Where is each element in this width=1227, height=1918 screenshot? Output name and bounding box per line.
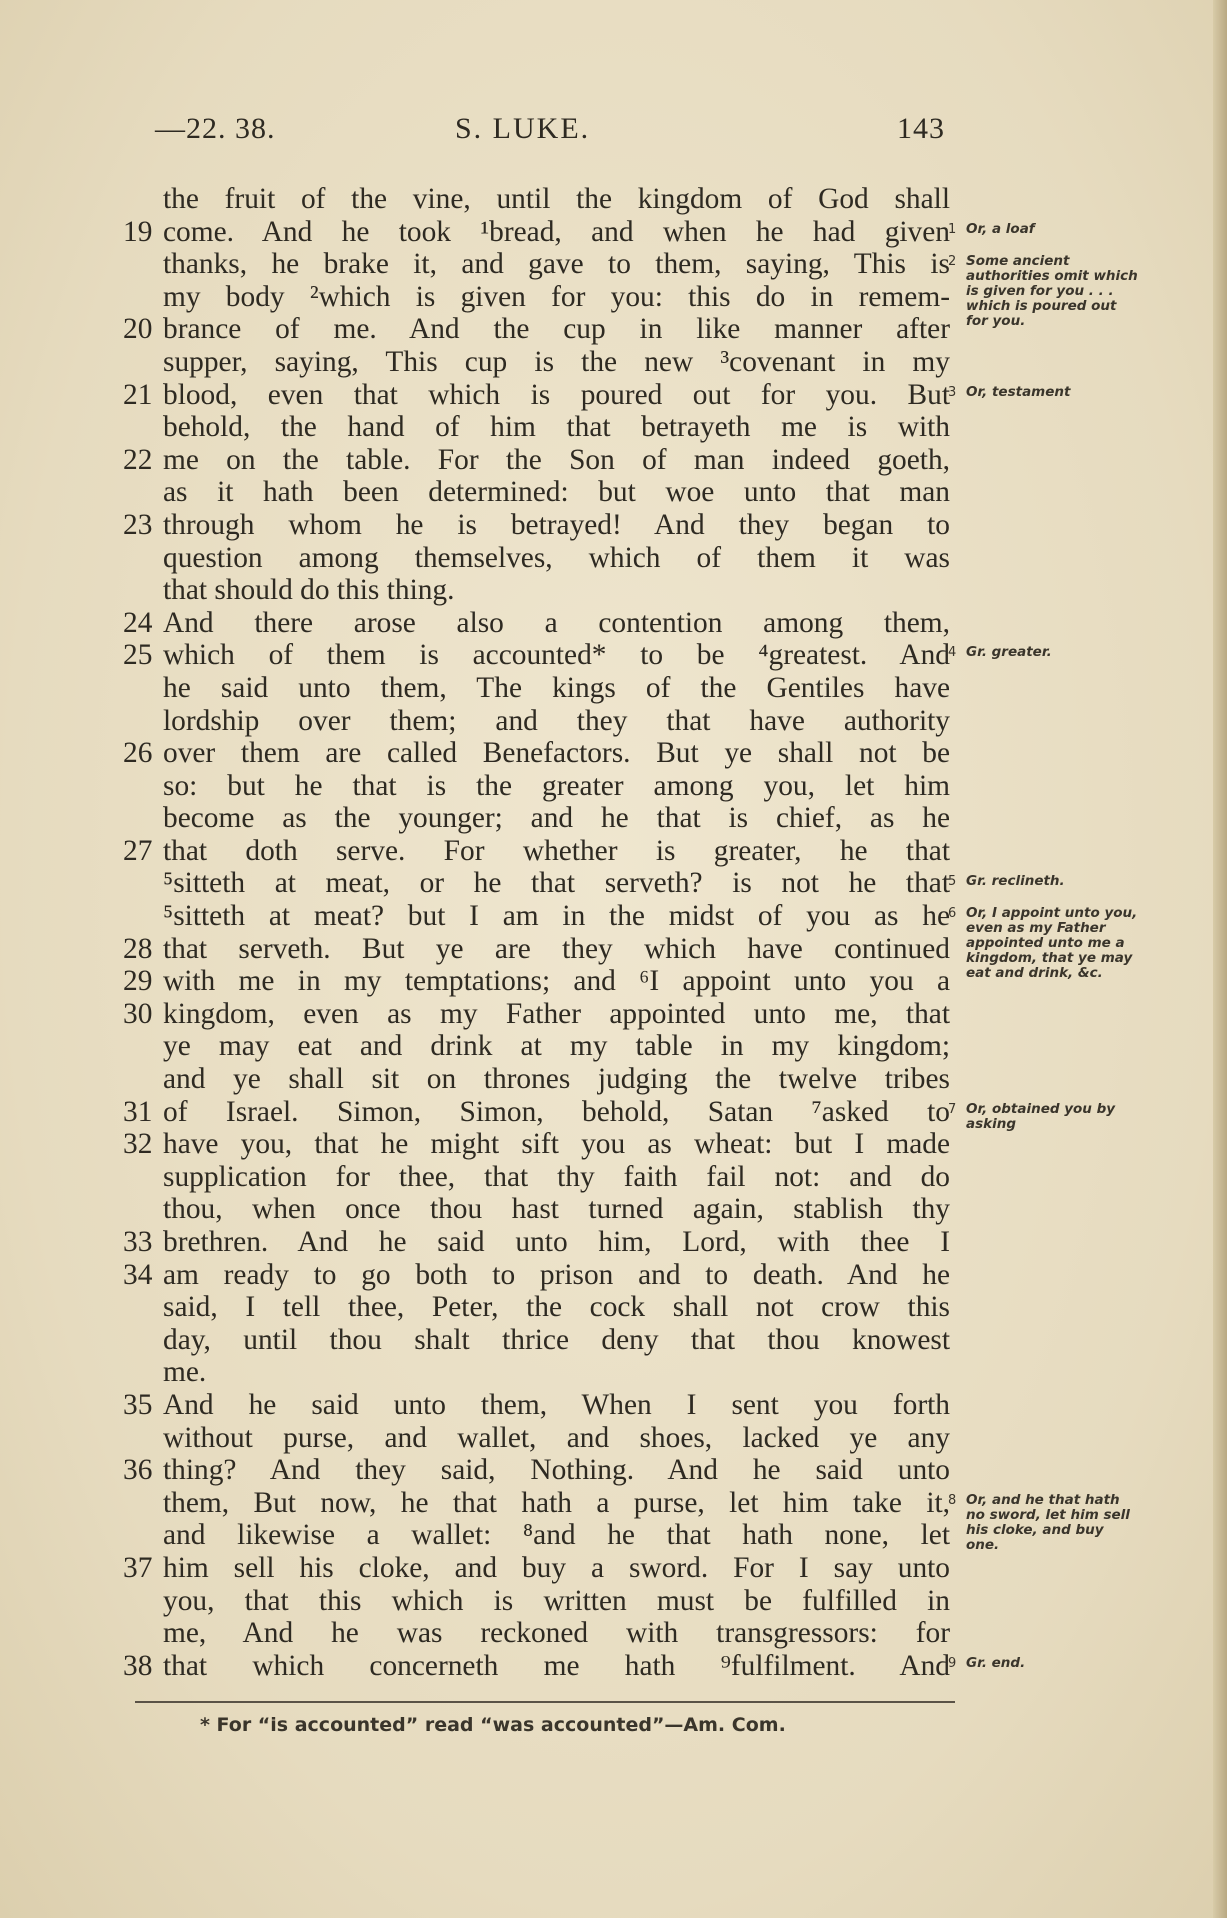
verse-number: 29 [123, 965, 153, 998]
verse-text: become as the younger; and he that is chief, as he [163, 802, 950, 835]
verse-text: ⁵sitteth at meat, or he that serveth? is not he that [163, 867, 950, 900]
margin-note [948, 1493, 1138, 1553]
header-book-title: S. LUKE. [455, 112, 591, 145]
text-line [115, 1096, 950, 1129]
verse-text: lordship over them; and they that have authority [163, 704, 950, 737]
verse-text: with me in my temptations; and ⁶I appoint unto you a [163, 965, 950, 998]
verse-text: so: but he that is the greater among you, let him [163, 769, 950, 802]
text-line [115, 1161, 950, 1194]
text-line [115, 737, 950, 770]
margin-note-text: Or, a loaf [966, 220, 1035, 237]
text-line [115, 1650, 950, 1683]
text-line [115, 933, 950, 966]
verse-text: have you, that he might sift you as wheat: but I made [163, 1128, 950, 1161]
text-line [115, 509, 950, 542]
text-line [115, 216, 950, 249]
text-line [115, 900, 950, 933]
text-line [115, 1291, 950, 1324]
verse-text: that serveth. But ye are they which have continued [163, 932, 950, 965]
margin-note-number: 2 [948, 254, 957, 270]
text-line [115, 770, 950, 803]
text-line [115, 1552, 950, 1585]
text-line [115, 607, 950, 640]
verse-text: over them are called Benefactors. But ye shall not be [163, 737, 950, 770]
verse-text: that doth serve. For whether is greater, he that [163, 834, 950, 867]
verse-text: he said unto them, The kings of the Gentiles have [163, 671, 950, 704]
verse-text: brance of me. And the cup in like manner after [163, 313, 950, 346]
verse-number: 36 [123, 1454, 153, 1487]
verse-text: thanks, he brake it, and gave to them, saying, This is [163, 248, 950, 281]
margin-note-number: 6 [948, 906, 957, 922]
margin-note-text: Or, I appoint unto you, even as my Father appointed unto me a kingdom, that ye may eat and drink, &c. [966, 905, 1138, 982]
text-line [115, 281, 950, 314]
verse-number: 20 [123, 313, 153, 346]
verse-text: as it hath been determined: but woe unto that man [163, 476, 950, 509]
page-edge [1213, 0, 1227, 1918]
text-line [115, 1193, 950, 1226]
verse-text: ye may eat and drink at my table in my kingdom; [163, 1030, 950, 1063]
verse-text: of Israel. Simon, Simon, behold, Satan ⁷asked to [163, 1095, 950, 1128]
verse-number: 25 [123, 639, 153, 672]
verse-number: 27 [123, 834, 153, 867]
verse-number: 33 [123, 1226, 153, 1258]
verse-text: am ready to go both to prison and to death. And he [163, 1258, 950, 1291]
header-verse-range: —22. 38. [155, 112, 276, 145]
verse-text: that should do this thing. [163, 574, 455, 607]
text-line [115, 1422, 950, 1455]
verse-text: and ye shall sit on thrones judging the twelve tribes [163, 1063, 950, 1096]
verse-text: And there arose also a contention among them, [163, 606, 950, 639]
margin-note-number: 8 [948, 1493, 957, 1508]
verse-text: him sell his cloke, and buy a sword. For I say unto [163, 1551, 950, 1584]
margin-note-text: Or, and he that hath no sword, let him sell his cloke, and buy one. [966, 1492, 1130, 1553]
text-line [115, 411, 950, 444]
verse-text: through whom he is betrayed! And they began to [163, 508, 950, 541]
verse-number: 21 [123, 378, 153, 411]
margin-note-number: 4 [948, 645, 957, 661]
text-line [115, 672, 950, 705]
text-line [115, 1259, 950, 1292]
margin-note-number: 9 [948, 1656, 957, 1671]
verse-number: 37 [123, 1551, 153, 1584]
verse-text: behold, the hand of him that betrayeth me is with [163, 411, 950, 444]
text-line [115, 1454, 950, 1487]
verse-text: question among themselves, which of them it was [163, 541, 950, 574]
text-line [115, 1389, 950, 1422]
text-line [115, 476, 950, 509]
running-header [155, 112, 945, 156]
text-line [115, 1585, 950, 1618]
text-line [115, 574, 950, 607]
margin-note-number: 1 [948, 221, 957, 237]
verse-text: them, But now, he that hath a purse, let him take it, [163, 1486, 950, 1519]
verse-text: said, I tell thee, Peter, the cock shall not crow this [163, 1291, 950, 1324]
text-line [115, 867, 950, 900]
verse-text: supper, saying, This cup is the new ³covenant in my [163, 345, 950, 378]
text-line [115, 1487, 950, 1520]
text-line [115, 313, 950, 346]
margin-note [948, 254, 1138, 329]
verse-number: 24 [123, 606, 153, 639]
text-line [115, 248, 950, 281]
text-line [115, 802, 950, 835]
text-line [115, 1519, 950, 1552]
text-line [115, 1128, 950, 1161]
text-line [115, 183, 950, 216]
margin-note-text: Or, testament [966, 383, 1071, 400]
margin-note-text: Gr. end. [966, 1655, 1026, 1671]
verse-number: 26 [123, 737, 153, 770]
verse-number: 23 [123, 508, 153, 541]
margin-note [948, 1656, 1138, 1671]
margin-note-number: 7 [948, 1101, 957, 1117]
verse-number: 22 [123, 443, 153, 476]
text-line [115, 705, 950, 738]
text-line [115, 379, 950, 412]
margin-note-text: Gr. greater. [966, 644, 1052, 661]
verse-text: kingdom, even as my Father appointed unto me, that [163, 997, 950, 1030]
text-line [115, 1030, 950, 1063]
verse-text: and likewise a wallet: ⁸and he that hath none, let [163, 1519, 950, 1552]
margin-note [948, 906, 1138, 981]
margin-note [948, 645, 1138, 660]
footnote: * For “is accounted” read “was accounted”—Am. Com. [200, 1714, 786, 1736]
verse-text: me. [163, 1356, 207, 1389]
verse-text: supplication for thee, that thy faith fail not: and do [163, 1160, 950, 1193]
text-line [115, 444, 950, 477]
text-line [115, 1063, 950, 1096]
verse-text: ⁵sitteth at meat? but I am in the midst of you as he [163, 900, 950, 933]
verse-number: 35 [123, 1388, 153, 1421]
verse-text: which of them is accounted* to be ⁴greatest. And [163, 639, 950, 672]
footnote-rule [135, 1701, 955, 1703]
verse-text: day, until thou shalt thrice deny that thou knowest [163, 1323, 950, 1356]
page-number: 143 [897, 112, 945, 145]
margin-note-number: 5 [948, 873, 957, 889]
verse-number: 19 [123, 215, 153, 248]
margin-note [948, 1102, 1138, 1132]
verse-text: blood, even that which is poured out for you. But [163, 378, 950, 411]
text-line [115, 1356, 950, 1389]
verse-text: me, And he was reckoned with transgressors: for [163, 1617, 950, 1650]
verse-number: 32 [123, 1128, 153, 1161]
verse-text: thou, when once thou hast turned again, stablish thy [163, 1193, 950, 1226]
text-line [115, 1324, 950, 1357]
verse-number: 38 [123, 1649, 153, 1682]
verse-text: come. And he took ¹bread, and when he had given [163, 215, 950, 248]
scripture-text [115, 183, 950, 1682]
verse-text: thing? And they said, Nothing. And he said unto [163, 1454, 950, 1487]
text-line [115, 1617, 950, 1650]
verse-text: the fruit of the vine, until the kingdom of God shall [163, 183, 950, 215]
verse-number: 34 [123, 1258, 153, 1291]
verse-text: And he said unto them, When I sent you forth [163, 1388, 950, 1421]
text-line [115, 346, 950, 379]
verse-text: you, that this which is written must be fulfilled in [163, 1584, 950, 1617]
text-line [115, 639, 950, 672]
verse-text: that which concerneth me hath ⁹fulfilment. And [163, 1649, 950, 1682]
verse-number: 28 [123, 932, 153, 965]
margin-note-number: 3 [948, 384, 957, 400]
verse-number: 30 [123, 997, 153, 1030]
verse-number: 31 [123, 1095, 153, 1128]
text-line [115, 1226, 950, 1259]
verse-text: my body ²which is given for you: this do in remem- [163, 280, 950, 313]
margin-note-text: Some ancient authorities omit which is given for you . . . which is poured out for you. [966, 253, 1138, 330]
verse-text: brethren. And he said unto him, Lord, with thee I [163, 1226, 950, 1258]
text-line [115, 998, 950, 1031]
text-line [115, 542, 950, 575]
margin-note [948, 385, 1138, 400]
text-line [115, 835, 950, 868]
verse-text: me on the table. For the Son of man indeed goeth, [163, 443, 950, 476]
margin-note [948, 222, 1138, 237]
text-line [115, 965, 950, 998]
margin-note-text: Or, obtained you by asking [966, 1100, 1116, 1132]
margin-note [948, 874, 1138, 889]
margin-note-text: Gr. reclineth. [966, 872, 1065, 889]
verse-text: without purse, and wallet, and shoes, lacked ye any [163, 1421, 950, 1454]
